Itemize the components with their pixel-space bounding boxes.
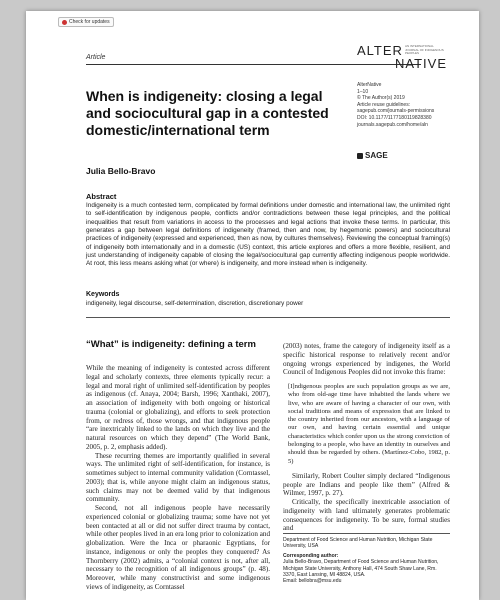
article-title: When is indigeneity: closing a legal and sociocultural gap in a contested domestic/international term <box>86 88 329 138</box>
section-rule <box>86 317 450 318</box>
abstract-text: Indigeneity is a much contested term, complicated by formal definitions under domestic and international law, the unlimited right to self-identification by indigenous people, conflicts and/or contradictions between these legal principles, and the political inequalities that result from variations in access to the processes and legal actions that invoke these terms. In particular, this generates a gap between legal definitions of indigeneity (framed, then and now, by hegemonic powers) and sociocultural practices of indigeneity (expressed and experienced, then as now, by cultures themselves). Reviewing the conceptual framing(s) of indigeneity both internationally and in a domestic (US) context, this article explores and offers a more flexible, resilient, and just understanding of indigeneity capable of closing the legal/sociocultural gap currently affecting indigenous people worldwide. At root, this less means asking what (or where) is indigeneity, and more instead when is indigeneity. <box>86 202 450 268</box>
keywords-text: indigeneity, legal discourse, self-determination, discretion, discretionary power <box>86 300 304 307</box>
meta-permissions-link[interactable]: sagepub.com/journals-permissions <box>357 108 435 115</box>
logo-subtitle: AN INTERNATIONAL JOURNAL OF INDIGENOUS PEOPLES <box>405 44 444 55</box>
body-paragraph: These recurring themes are importantly qualified in several ways. The unlimited right of self-identification, for instance, is sometimes subject to internal community validation (Corntassel, 2003); that is, while anyone might claim an indigenous status, such claims may not be deemed valid by that indigenous community. <box>86 451 270 504</box>
logo-alter: ALTER <box>357 43 403 58</box>
update-icon <box>62 20 67 25</box>
meta-pages: 1–10 <box>357 88 369 95</box>
check-for-updates-badge[interactable] <box>58 17 114 27</box>
meta-home-link[interactable]: journals.sagepub.com/home/aln <box>357 121 428 128</box>
meta-reuse: Article reuse guidelines: <box>357 101 411 108</box>
body-paragraph: (2003) notes, frame the category of indigeneity itself as a specific historical response to relatively recent and/or ongoing wrongs experienced by indigenes, the World Council of Indigenous Peoples did not invoke this frame: <box>283 342 450 377</box>
corresponding-author-address: Julia Bello-Bravo, Department of Food Science and Human Nutrition, Michigan State University, Anthony Hall, 474 South Shaw Lane, Rm. 3370, East Lansing, MI 48824, USA. <box>283 559 439 579</box>
sage-icon <box>357 153 363 159</box>
publisher-name: SAGE <box>365 151 388 160</box>
meta-copyright: © The Author(s) 2019 <box>357 95 405 102</box>
block-quote: [I]ndigenous peoples are such population groups as we are, who from old-age time have inhabited the lands where we live, who are aware of having a character of our own, with social traditions and means of expression that are linked to the country inherited from our ancestors, with a language of our own, and having certain essential and unique characteristics which confer upon us the strong conviction of belonging to a people, who have an identity in ourselves and should thus be regarded by others. (Martínez-Cobo, 1982, p. 5) <box>288 383 450 465</box>
author-name: Julia Bello-Bravo <box>86 166 156 176</box>
journal-meta <box>357 82 434 128</box>
keywords-heading: Keywords <box>86 291 120 298</box>
body-left-column <box>86 364 270 592</box>
meta-doi[interactable]: DOI: 10.1177/1177180119828380 <box>357 114 432 121</box>
meta-journal: AlterNative <box>357 82 382 88</box>
body-paragraph: Critically, the specifically inextricable association of indigeneity with land ultimately generates problematic consequences for indigeneity. To be sure, formal studies and <box>283 498 450 533</box>
affiliation: Department of Food Science and Human Nutrition, Michigan State University, USA <box>283 537 433 550</box>
abstract-heading: Abstract <box>86 192 117 201</box>
publisher-logo <box>357 151 388 160</box>
article-type-label: Article <box>86 54 106 61</box>
logo-native: NATIVE <box>395 56 447 71</box>
paper-page <box>26 11 479 600</box>
corresponding-author-email[interactable]: Email: bellobra@msu.edu <box>283 578 342 585</box>
section-heading: “What” is indigeneity: defining a term <box>86 339 256 350</box>
journal-logo <box>357 43 447 75</box>
body-paragraph: Similarly, Robert Coulter simply declared “Indigenous people are Indians and people like them” (Alfred & Wilmer, 1997, p. 27). <box>283 471 450 498</box>
body-paragraph: Second, not all indigenous people have necessarily experienced colonial or globalizing trauma; some have not yet been contacted at all or did not suffer direct trauma by contact, while other peoples lived in an era long prior to colonization and globalization. Were the Inca or pharaonic Egyptians, for instance, indigenous or only the peoples they conquered? As Thornberry (2002) admits, a “colonial context is not, after all, necessary to the recognition of all indigenous groups” (p. 48). Moreover, while many constructivist and some indigenous views of indigeneity, as Corntassel <box>86 504 270 591</box>
badge-label: Check for updates <box>69 19 110 25</box>
corresponding-author-heading: Corresponding author: <box>283 552 339 559</box>
body-paragraph: While the meaning of indigeneity is contested across different legal and scholarly contexts, three elements typically recur: a legal and moral right of unlimited self-identification by peoples as indigenous (cf. Anaya, 2004; Barsh, 1996; Xanthaki, 2007), an association of indigeneity with both ongoing or historical trauma (colonial or globalizing), and efforts to seek protection from, or redress of, those wrongs, and that indigenous people “are inextricably linked to the lands on which they live and the natural resources on which they depend” (The World Bank, 2005, p. 2, emphasis added). <box>86 364 270 451</box>
footnote-rule <box>283 533 450 534</box>
body-right-column <box>283 342 450 533</box>
footnotes <box>283 537 450 588</box>
